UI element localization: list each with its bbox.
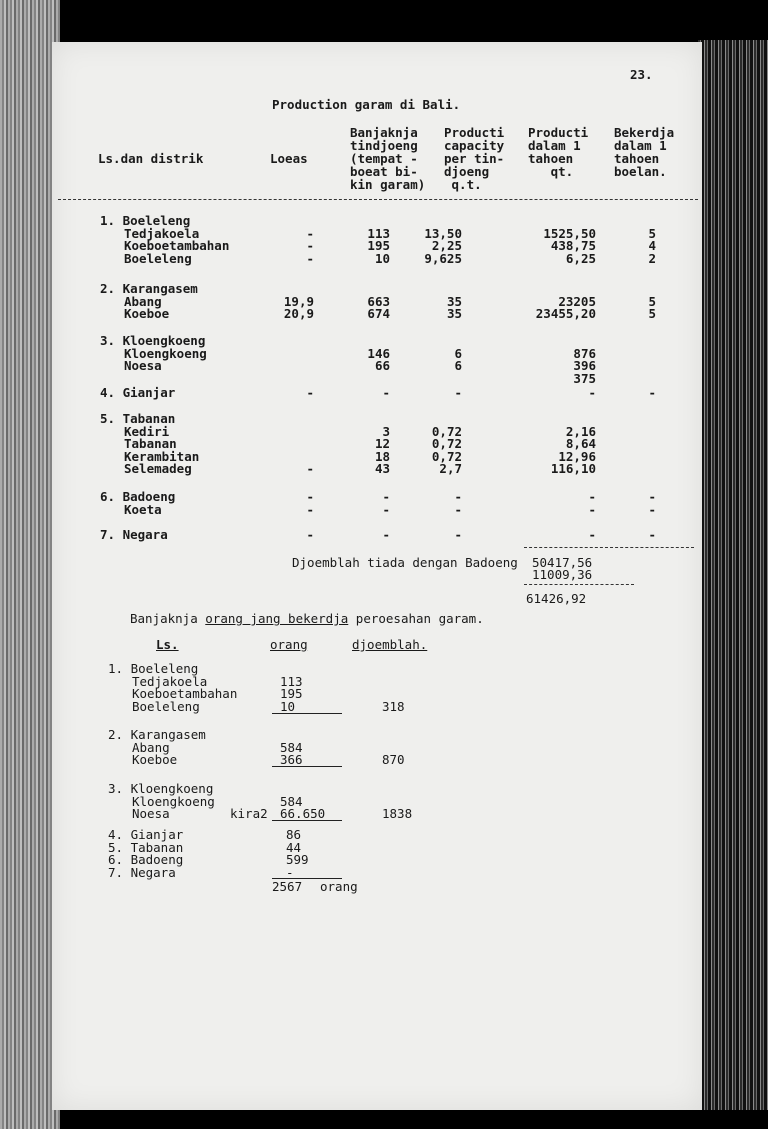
group-name: 7. Negara <box>100 527 168 542</box>
book-binding-right <box>698 40 768 1110</box>
group-name: 3. Kloengkoeng <box>100 333 206 348</box>
tindjoeng-value: 3 <box>382 423 390 439</box>
badoeng-value: 11009,36 <box>532 567 593 582</box>
workers-group-name: 2. Karangasem <box>108 727 206 742</box>
produksi-value: 116,10 <box>550 461 596 476</box>
workers-col-orang: orang <box>270 637 308 652</box>
workers-row-orang: 584 <box>280 739 303 755</box>
produksi-value: 23205 <box>558 293 596 309</box>
tindjoeng-value: 10 <box>374 250 390 266</box>
workers-total-unit: orang <box>320 879 358 894</box>
grand-total: 61426,92 <box>526 591 587 606</box>
workers-title: Banjaknja orang jang bekerdja peroesahan garam. <box>130 611 484 626</box>
luas-value: - <box>306 250 314 266</box>
luas-value: - <box>306 385 314 400</box>
workers-single-orang: 44 <box>286 839 302 855</box>
workers-single-label: 4. Gianjar <box>108 827 184 842</box>
tindjoeng-value: - <box>382 385 390 400</box>
district-name: Koeboe <box>124 306 170 321</box>
produksi-value: 23455,20 <box>535 306 596 321</box>
workers-single-orang: 599 <box>286 852 309 867</box>
workers-row-label: Tedjakoela <box>132 673 208 689</box>
header-tindjoeng: Banjaknja tindjoeng (tempat - boeat bi- kin garam) <box>350 125 426 192</box>
produksi-value: 1525,50 <box>543 225 596 241</box>
workers-row-label: Noesa <box>132 806 170 821</box>
capacity-value: 6 <box>454 345 462 361</box>
luas-value: 20,9 <box>283 306 314 321</box>
workers-row-orang: 195 <box>280 686 303 701</box>
tindjoeng-value: - <box>382 527 390 542</box>
capacity-value: - <box>454 527 462 542</box>
header-district: Ls.dan distrik <box>98 151 204 166</box>
produksi-value: - <box>588 527 596 542</box>
workers-row-label: Abang <box>132 739 170 755</box>
header-luas: Loeas <box>270 151 308 166</box>
tindjoeng-value: 113 <box>367 225 390 241</box>
workers-row-note: kira2 <box>230 806 268 821</box>
produksi-value: 12,96 <box>558 448 596 464</box>
produksi-value: - <box>588 489 596 504</box>
header-capacity: Producti capacity per tin- djoeng q.t. <box>444 125 505 192</box>
tindjoeng-value: 18 <box>374 448 390 464</box>
produksi-value: 8,64 <box>565 436 596 451</box>
workers-row-orang: 66.650 <box>280 806 326 821</box>
workers-total: 2567 <box>272 879 303 894</box>
workers-group-sum: 318 <box>382 698 405 714</box>
workers-group-name: 3. Kloengkoeng <box>108 781 214 796</box>
produksi-value: 6,25 <box>565 250 596 266</box>
capacity-value: 0,72 <box>431 423 462 439</box>
workers-row-orang: 366 <box>280 752 303 767</box>
capacity-value: 35 <box>446 306 462 321</box>
luas-value: - <box>306 527 314 542</box>
district-name: Noesa <box>124 358 162 373</box>
tindjoeng-value: 146 <box>367 345 390 361</box>
workers-col-ls: Ls. <box>156 637 179 652</box>
capacity-value: 2,7 <box>439 461 462 476</box>
total-value: 50417,56 <box>532 555 593 570</box>
workers-subtotal-line <box>272 820 342 821</box>
capacity-value: - <box>454 501 462 517</box>
workers-group-sum: 870 <box>382 752 405 767</box>
luas-value: - <box>306 238 314 253</box>
workers-single-orang: 86 <box>286 827 302 842</box>
group-name: 5. Tabanan <box>100 411 176 426</box>
bekerdja-value: 4 <box>648 238 656 253</box>
tindjoeng-value: 66 <box>374 358 390 373</box>
bekerdja-value: - <box>648 385 656 400</box>
workers-single-label: 5. Tabanan <box>108 839 184 855</box>
workers-single-label: 6. Badoeng <box>108 852 184 867</box>
produksi-value: 396 <box>573 358 596 373</box>
workers-row-orang: 10 <box>280 698 296 714</box>
capacity-value: 9,625 <box>424 250 462 266</box>
group-name: 1. Boeleleng <box>100 213 191 228</box>
luas-value: - <box>306 501 314 517</box>
workers-subtotal-line <box>272 766 342 767</box>
total-label: Djoemblah tiada dengan Badoeng <box>292 555 518 570</box>
capacity-value: 13,50 <box>424 225 462 241</box>
district-name: Tabanan <box>124 436 177 451</box>
capacity-value: - <box>454 385 462 400</box>
header-produksi: Producti dalam 1 tahoen qt. <box>528 125 589 179</box>
workers-group-sum: 1838 <box>382 806 413 821</box>
workers-row-orang: 584 <box>280 793 303 809</box>
capacity-value: - <box>454 489 462 504</box>
header-divider <box>58 199 698 200</box>
workers-subtotal-line <box>272 713 342 714</box>
capacity-value: 0,72 <box>431 448 462 464</box>
workers-row-label: Boeleleng <box>132 698 200 714</box>
capacity-value: 2,25 <box>431 238 462 253</box>
produksi-value: 438,75 <box>550 238 596 253</box>
page-number: 23. <box>630 67 653 82</box>
bekerdja-value: - <box>648 527 656 542</box>
workers-row-label: Koeboe <box>132 752 178 767</box>
document-title: Production garam di Bali. <box>272 97 461 112</box>
capacity-value: 35 <box>446 293 462 309</box>
luas-value: - <box>306 489 314 504</box>
tindjoeng-value: - <box>382 489 390 504</box>
tindjoeng-value: 12 <box>374 436 390 451</box>
workers-row-label: Koeboetambahan <box>132 686 238 701</box>
district-name: Tedjakoela <box>124 225 200 241</box>
produksi-value: 2,16 <box>565 423 596 439</box>
grand-total-divider <box>524 584 634 585</box>
bekerdja-value: 5 <box>648 306 656 321</box>
workers-single-orang: - <box>286 864 294 880</box>
document-page <box>52 42 702 1110</box>
tindjoeng-value: 674 <box>367 306 390 321</box>
tindjoeng-value: 663 <box>367 293 390 309</box>
group-name: 6. Badoeng <box>100 489 176 504</box>
district-name: Abang <box>124 293 162 309</box>
district-name: Kloengkoeng <box>124 345 207 361</box>
district-name: Kediri <box>124 423 170 439</box>
group-name: 2. Karangasem <box>100 281 198 296</box>
workers-row-orang: 113 <box>280 673 303 689</box>
workers-group-name: 1. Boeleleng <box>108 661 199 676</box>
total-divider <box>524 547 694 548</box>
produksi-value: 876 <box>573 345 596 361</box>
scanner-left-edge <box>0 0 60 1129</box>
bekerdja-value: - <box>648 489 656 504</box>
produksi-value: - <box>588 501 596 517</box>
workers-col-djoemlah: djoemblah. <box>352 637 428 652</box>
tindjoeng-value: 43 <box>374 461 390 476</box>
tindjoeng-value: - <box>382 501 390 517</box>
luas-value: 19,9 <box>283 293 314 309</box>
workers-single-label: 7. Negara <box>108 864 176 880</box>
capacity-value: 6 <box>454 358 462 373</box>
district-name: Boeleleng <box>124 250 192 266</box>
district-name: Kerambitan <box>124 448 200 464</box>
luas-value: - <box>306 225 314 241</box>
produksi-value: 375 <box>573 370 596 386</box>
bekerdja-value: - <box>648 501 656 517</box>
workers-row-label: Kloengkoeng <box>132 793 215 809</box>
group-name: 4. Gianjar <box>100 385 176 400</box>
produksi-value: - <box>588 385 596 400</box>
tindjoeng-value: 195 <box>367 238 390 253</box>
capacity-value: 0,72 <box>431 436 462 451</box>
bekerdja-value: 5 <box>648 293 656 309</box>
bekerdja-value: 5 <box>648 225 656 241</box>
district-name: Selemadeg <box>124 461 192 476</box>
district-name: Koeta <box>124 501 162 517</box>
luas-value: - <box>306 461 314 476</box>
bekerdja-value: 2 <box>648 250 656 266</box>
header-bekerdja: Bekerdja dalam 1 tahoen boelan. <box>614 125 675 179</box>
district-name: Koeboetambahan <box>124 238 230 253</box>
